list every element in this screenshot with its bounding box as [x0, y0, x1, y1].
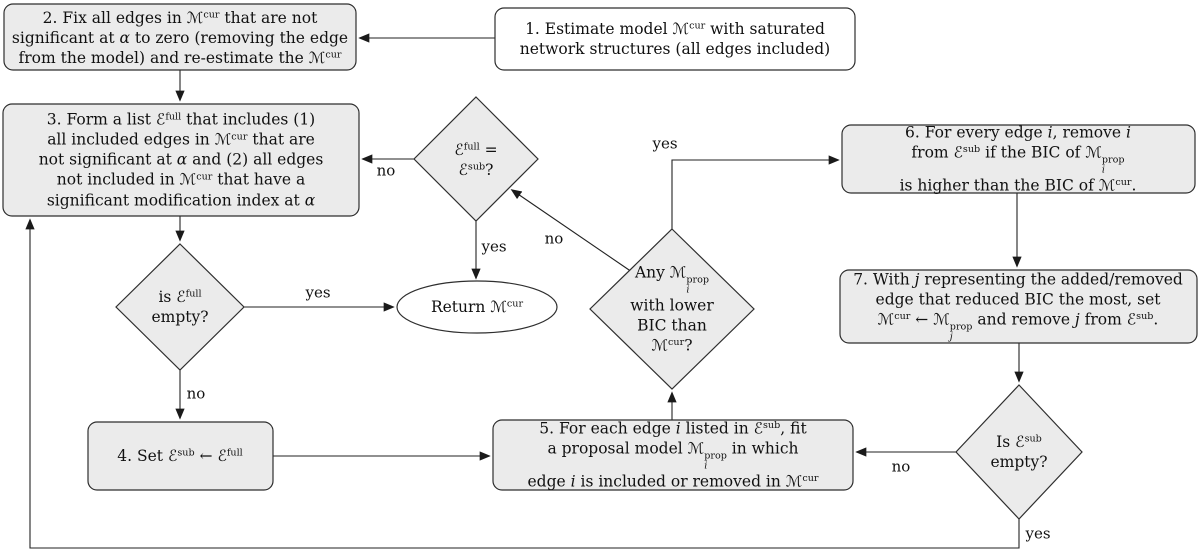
edge-label-any-lower-no: no [544, 229, 564, 248]
step2-text: 2. Fix all edges in ℳ$^{cur}$ that are not significant at α to zero (removing the edge from the model) and re-estimate the ℳ$^{cur}$ [11, 8, 349, 68]
edge-label-full-empty-yes: yes [305, 283, 331, 302]
step4-text: 4. Set ℰ$^{sub}$ ← ℰ$^{full}$ [117, 446, 243, 465]
edge-label-full-eq-sub-no: no [376, 161, 396, 180]
step5-text: 5. For each edge i listed in ℰ$^{sub}$, fit a proposal model ℳ prop i in which edge i is included or removed in ℳ$^{cur}$ [527, 419, 819, 491]
edge-label-any-lower-yes: yes [652, 134, 678, 153]
step6-text: 6. For every edge i, remove i from ℰ$^{sub}$ if the BIC of ℳ prop i is higher than the BIC of ℳ$^{cur}$. [899, 123, 1137, 195]
decision-full-empty-text: is ℰ$^{full}$ empty? [151, 287, 209, 326]
step7-text: 7. With j representing the added/removed edge that reduced BIC the most, set ℳ$^{cur}$ ← ℳ prop j and remove j from ℰ$^{sub}$. [853, 270, 1183, 343]
decision-any-lower-bic-text: Any ℳ prop i with lower BIC than ℳ$^{cur}$? [630, 263, 714, 355]
decision-sub-empty-text: Is ℰ$^{sub}$ empty? [990, 432, 1048, 471]
edge-label-full-empty-no: no [186, 384, 206, 403]
decision-full-eq-sub-text: ℰ$^{full}$ = ℰ$^{sub}$? [454, 140, 498, 179]
edge-label-sub-empty-no: no [891, 457, 911, 476]
edge-any-lower-to-step6 [672, 160, 838, 229]
edge-label-full-eq-sub-yes: yes [481, 237, 507, 256]
return-terminal-text: Return ℳ$^{cur}$ [430, 297, 524, 316]
edge-any-lower-to-full-eq-sub [512, 190, 632, 272]
step3-text: 3. Form a list ℰ$^{full}$ that includes (1) all included edges in ℳ$^{cur}$ that are not significant at α and (2) all edges not included in ℳ$^{cur}$ that have a significant modification index at α [38, 110, 324, 210]
edge-label-sub-empty-yes: yes [1025, 524, 1051, 543]
step1-text: 1. Estimate model ℳ$^{cur}$ with saturated network structures (all edges included) [519, 19, 831, 58]
